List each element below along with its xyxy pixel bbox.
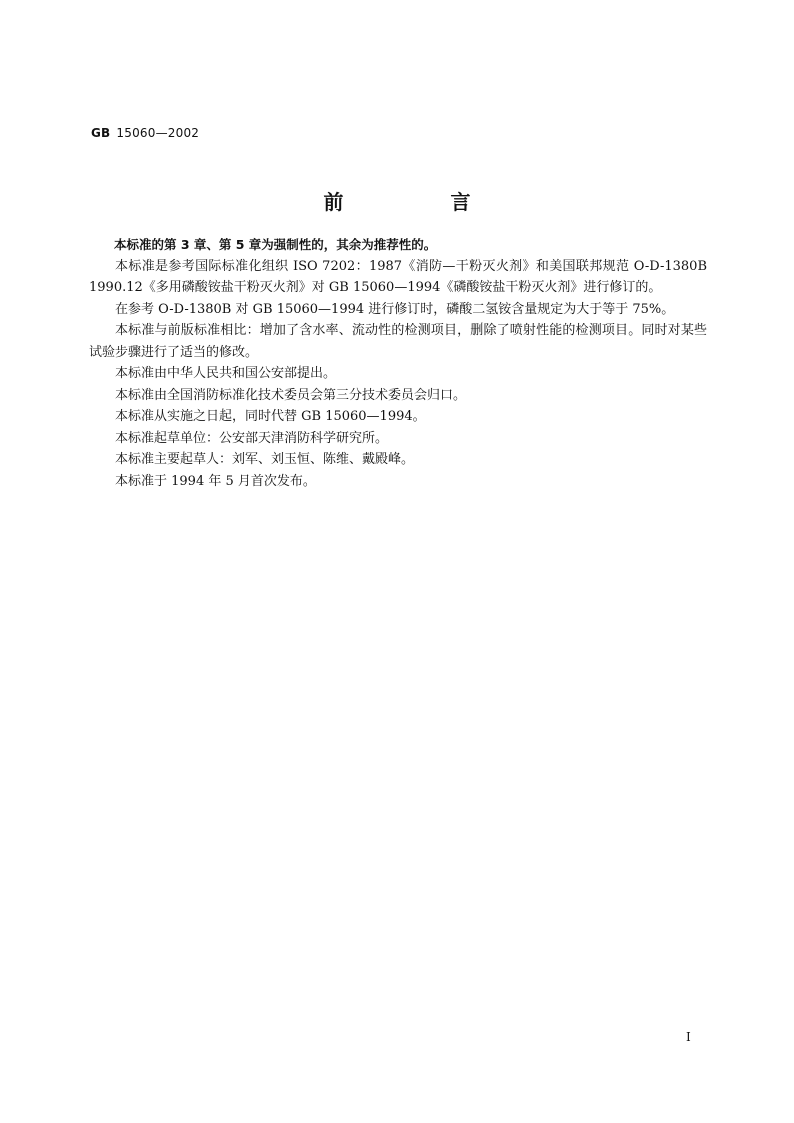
paragraph-revision: 在参考 O-D-1380B 对 GB 15060—1994 进行修订时，磷酸二氢铵含量规定为大于等于 75%。 — [115, 301, 675, 317]
page-title: 前 言 — [323, 190, 521, 214]
paragraph-first-issue: 本标准于 1994 年 5 月首次发布。 — [115, 473, 316, 489]
foreword-body — [89, 234, 707, 492]
standard-code: 15060—2002 — [116, 126, 200, 140]
paragraph-replacement: 本标准从实施之日起，同时代替 GB 15060—1994。 — [115, 409, 426, 424]
page-number: I — [686, 1030, 691, 1044]
paragraph-proposer: 本标准由中华人民共和国公安部提出。 — [115, 366, 337, 381]
paragraph-mandatory-note: 本标准的第 3 章、第 5 章为强制性的，其余为推荐性的。 — [114, 237, 437, 252]
paragraph-changes: 本标准与前版标准相比：增加了含水率、流动性的检测项目，删除了喷射性能的检测项目。同时对某些试验步骤进行了适当的修改。 — [89, 323, 707, 360]
paragraph-committee: 本标准由全国消防标准化技术委员会第三分技术委员会归口。 — [115, 387, 467, 403]
paragraph-drafting-unit: 本标准起草单位：公安部天津消防科学研究所。 — [115, 430, 389, 446]
standard-number-header — [91, 126, 199, 140]
paragraph-drafters: 本标准主要起草人：刘军、刘玉恒、陈维、戴殿峰。 — [115, 452, 415, 467]
standard-prefix: GB — [91, 126, 111, 140]
paragraph-reference: 本标准是参考国际标准化组织 ISO 7202：1987《消防—干粉灭火剂》和美国联邦规范 O-D-1380B 1990.12《多用磷酸铵盐干粉灭火剂》对 GB 15060—1994《磷酸铵盐干粉灭火剂》进行修订的。 — [89, 258, 707, 295]
